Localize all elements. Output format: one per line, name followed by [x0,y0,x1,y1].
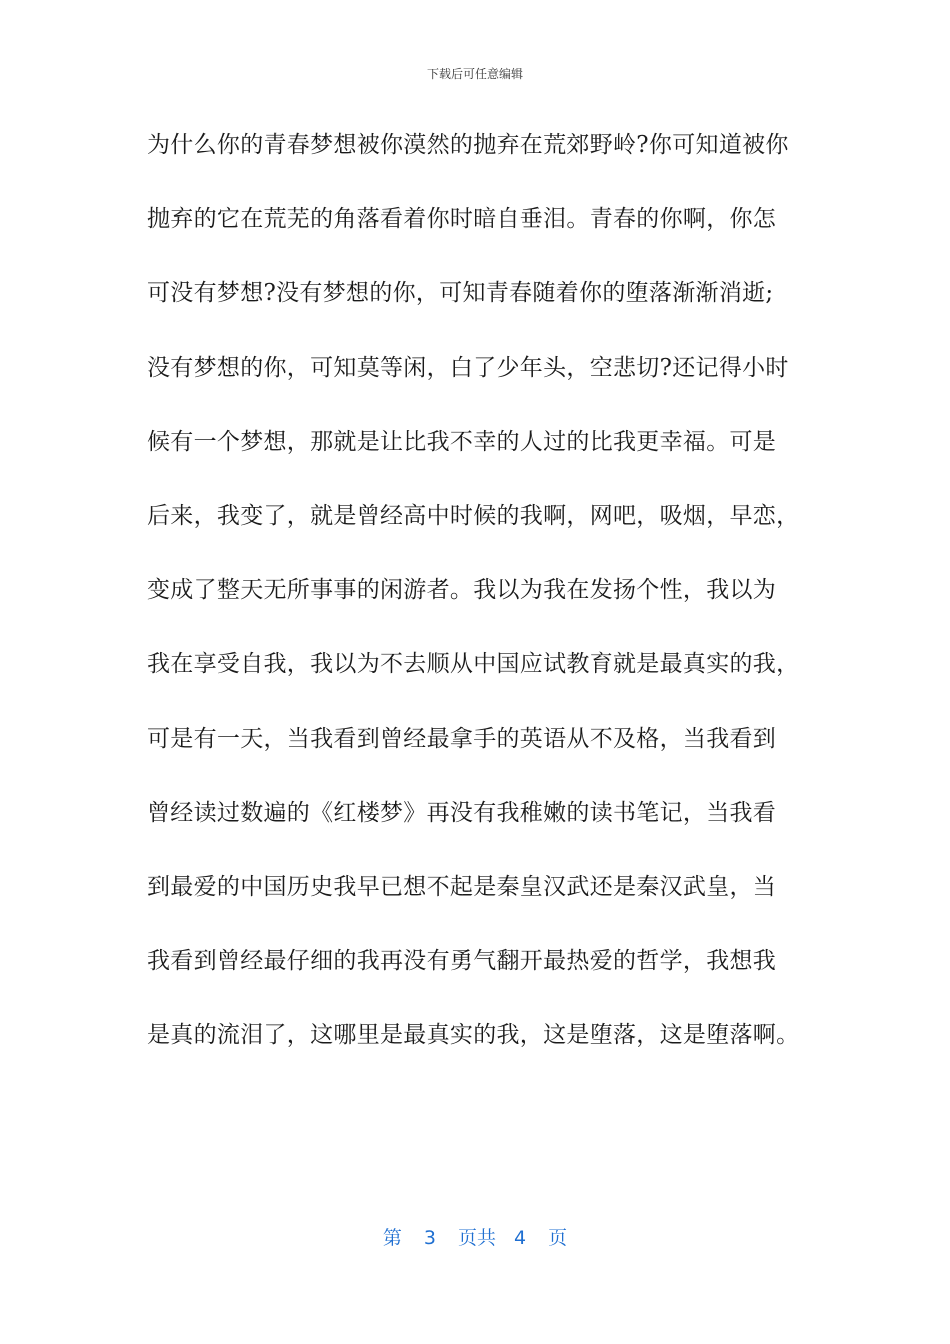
footer-page-number: 3 [423,1227,436,1249]
text-line: 我在享受自我，我以为不去顺从中国应试教育就是最真实的我， [147,651,800,678]
text-line: 抛弃的它在荒芜的角落看着你时暗自垂泪。青春的你啊，你怎 [147,206,777,233]
page-footer [0,1226,950,1250]
text-line: 没有梦想的你，可知莫等闲，白了少年头，空悲切?还记得小时 [147,354,789,381]
text-line: 变成了整天无所事事的闲游者。我以为我在发扬个性，我以为 [147,577,777,604]
text-line: 可没有梦想?没有梦想的你，可知青春随着你的堕落渐渐消逝; [147,280,774,307]
text-line: 我看到曾经最仔细的我再没有勇气翻开最热爱的哲学，我想我 [147,948,777,975]
footer-prefix: 第 [382,1227,402,1249]
footer-suffix: 页 [548,1227,568,1249]
text-line: 为什么你的青春梦想被你漠然的抛弃在荒郊野岭?你可知道被你 [147,132,789,158]
text-line: 曾经读过数遍的《红楼梦》再没有我稚嫩的读书笔记，当我看 [147,799,777,826]
text-line: 到最爱的中国历史我早已想不起是秦皇汉武还是秦汉武皇，当 [147,873,777,900]
text-line: 是真的流泪了，这哪里是最真实的我，这是堕落，这是堕落啊。 [147,1022,800,1049]
footer-total-pages: 4 [514,1227,527,1249]
footer-middle: 页共 [457,1227,496,1249]
header-note: 下载后可任意编辑 [426,67,523,81]
body-text [147,120,807,1084]
text-line: 候有一个梦想，那就是让比我不幸的人过的比我更幸福。可是 [147,428,777,455]
text-line: 可是有一天，当我看到曾经最拿手的英语从不及格，当我看到 [147,725,777,752]
text-line: 后来，我变了，就是曾经高中时候的我啊，网吧，吸烟，早恋， [147,502,800,529]
